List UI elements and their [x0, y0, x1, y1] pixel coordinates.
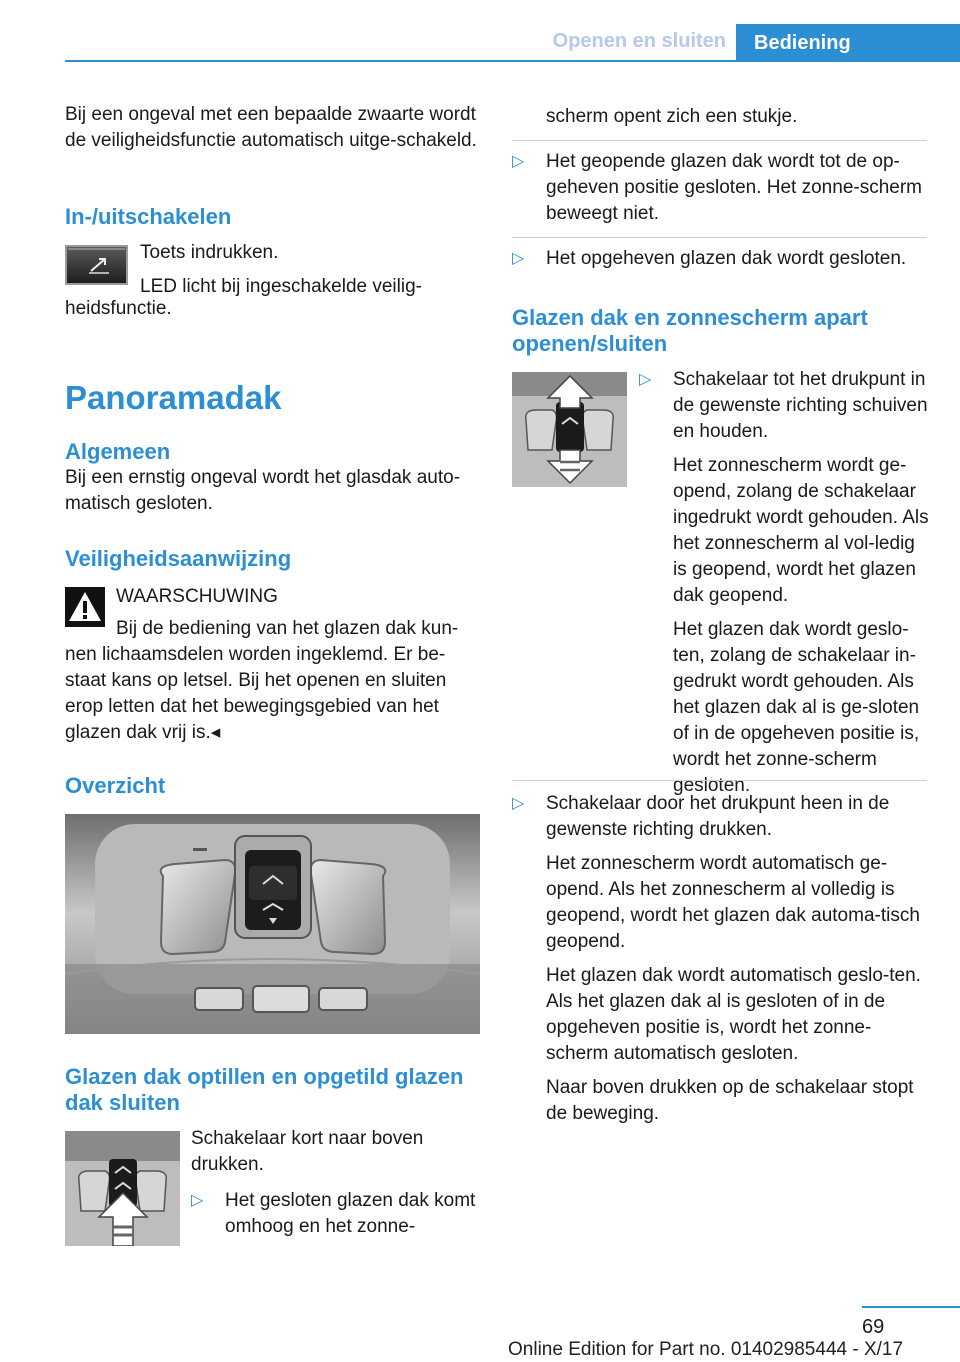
lift-heading: Glazen dak optillen en opgetild glazen dak sluiten	[65, 1064, 464, 1115]
apart-result-1-close: Het glazen dak wordt geslo-ten, zolang de schakelaar in-gedrukt wordt gehouden. Als het glazen dak al is ge-sloten of in de opgeheven positie is, wordt het zonne-scherm gesloten.	[673, 619, 920, 796]
bullet-icon: ▷	[639, 371, 652, 388]
lift-result-2: ▷ Het geopende glazen dak wordt tot de op-geheven positie gesloten. Het zonne-scherm beweegt niet.	[512, 151, 923, 224]
footer-rule	[862, 1306, 960, 1308]
bullet-icon: ▷	[191, 1192, 204, 1209]
warning-text: nen lichaamsdelen worden ingeklemd. Er be-staat kans op letsel. Bij het openen en sluiten erop letten dat het bewegingsgebied van het glazen dak vrij is.◂	[65, 644, 447, 743]
apart-result-1-open: Het zonnescherm wordt ge-opend, zolang de schakelaar ingedrukt wordt gehouden. Als het zonnescherm al vol-ledig is geopend, wordt het glazen dak geopend.	[673, 455, 929, 606]
apart-result-1: ▷ Schakelaar tot het drukpunt in de gewenste richting schuiven en houden.	[639, 369, 928, 442]
overview-heading: Overzicht	[65, 773, 166, 798]
left-column	[65, 102, 480, 154]
lift-result-1-cont: scherm opent zich een stukje.	[546, 106, 798, 127]
apart-result-2-close: Het glazen dak wordt automatisch geslo-ten. Als het glazen dak al is gesloten of in de opgeheven positie is, wordt het zonne-scherm automatisch gesloten.	[546, 965, 921, 1064]
onoff-section	[65, 204, 480, 230]
onoff-step-1: Toets indrukken.	[140, 242, 279, 263]
safety-button-image	[65, 245, 128, 285]
bullet-icon: ▷	[512, 795, 525, 812]
warning-line-1: Bij de bediening van het glazen dak kun-	[116, 618, 459, 639]
header-section-title: Openen en sluiten	[552, 30, 726, 52]
safety-heading: Veiligheidsaanwijzing	[65, 546, 292, 571]
warning-icon	[65, 587, 105, 627]
general-paragraph: Bij een ernstig ongeval wordt het glasdak auto-matisch gesloten.	[65, 467, 461, 514]
header-rule	[65, 60, 960, 62]
header-chapter-tab: Bediening	[736, 24, 960, 62]
apart-result-2-open: Het zonnescherm wordt automatisch ge-opend. Als het zonnescherm al volledig is geopend, wordt het glazen dak automa-tisch geopend.	[546, 853, 920, 952]
warning-label: WAARSCHUWING	[116, 586, 278, 607]
apart-heading: Glazen dak en zonnescherm apart openen/sluiten	[512, 305, 868, 356]
chapter-title: Panoramadak	[65, 379, 282, 416]
bullet-icon: ▷	[512, 250, 525, 267]
switch-push-up-image	[65, 1131, 180, 1246]
intro-paragraph: Bij een ongeval met een bepaalde zwaarte wordt de veiligheidsfunctie automatisch uitge-schakeld.	[65, 104, 477, 151]
onoff-heading: In-/uitschakelen	[65, 204, 232, 229]
page-number: 69	[862, 1316, 885, 1338]
switch-slide-image	[512, 372, 627, 487]
general-heading: Algemeen	[65, 439, 171, 464]
lift-result-3: ▷ Het opgeheven glazen dak wordt gesloten.	[512, 246, 927, 272]
onoff-step-2-cont: heidsfunctie.	[65, 298, 172, 319]
edition-footer: Online Edition for Part no. 01402985444 - X/17	[508, 1339, 904, 1360]
bullet-icon: ▷	[512, 153, 525, 170]
lift-instruction: Schakelaar kort naar boven drukken.	[191, 1128, 424, 1175]
apart-result-2: ▷ Schakelaar door het drukpunt heen in de gewenste richting drukken.	[512, 793, 890, 840]
lift-result-1: ▷ Het gesloten glazen dak komt omhoog en het zonne-	[191, 1190, 476, 1237]
overview-image	[65, 814, 480, 1034]
apart-result-2-stop: Naar boven drukken op de schakelaar stopt de beweging.	[546, 1077, 914, 1124]
onoff-step-2: LED licht bij ingeschakelde veilig-	[140, 276, 422, 297]
